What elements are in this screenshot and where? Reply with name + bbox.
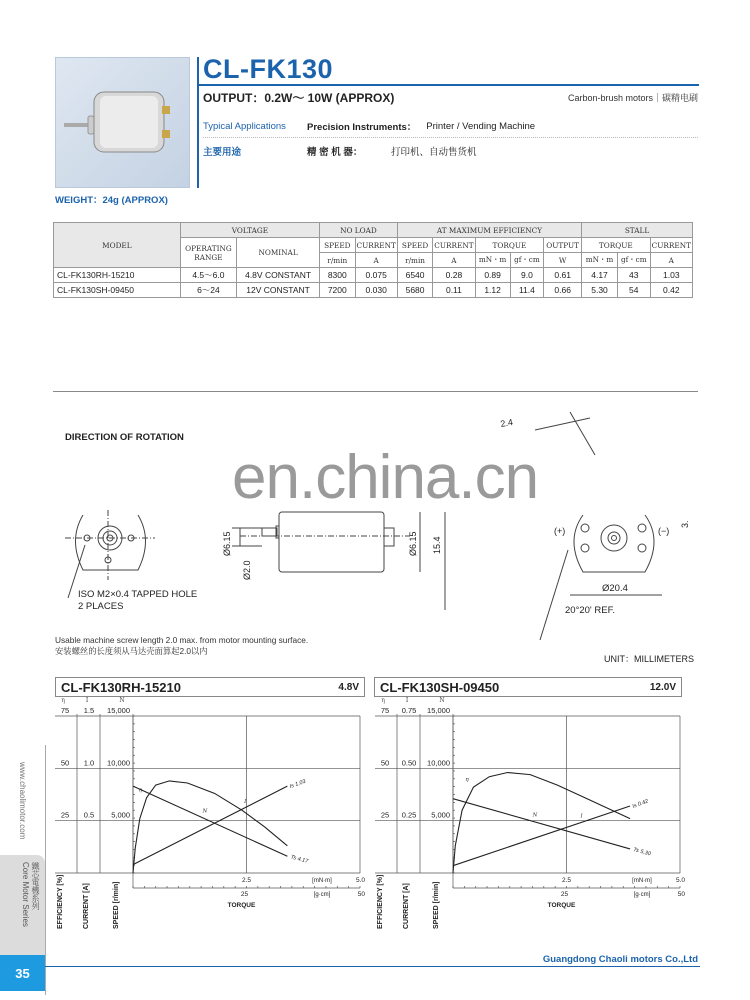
motor-photo xyxy=(55,57,190,188)
minus-terminal-label: (−) xyxy=(658,526,670,536)
series-end-label: Ts 4.17 xyxy=(289,854,309,865)
cell: 43 xyxy=(617,268,650,283)
cell: 11.4 xyxy=(510,283,544,298)
series-en: Core Motor Series xyxy=(21,862,30,927)
efficiency-tick: 25 xyxy=(380,810,390,820)
applications-type-cn: 精 密 机 器： xyxy=(307,147,363,158)
col-speed: SPEED xyxy=(320,238,355,253)
footer-line xyxy=(45,966,700,967)
cell: 9.0 xyxy=(510,268,544,283)
x-tick-mnm: 5.0 xyxy=(355,877,365,884)
chart-1-performance xyxy=(50,670,370,930)
y-axis-title: CURRENT [A] xyxy=(403,883,410,929)
series-end-label: Ts 5.30 xyxy=(632,847,652,858)
cell: 6～24 xyxy=(180,283,236,298)
col-no-load: NO LOAD xyxy=(320,223,398,238)
unit: A xyxy=(355,253,397,268)
output-range: OUTPUT：0.2W～ 10W (APPROX) xyxy=(203,91,395,105)
chart-2-performance xyxy=(370,670,690,930)
speed-tick: 10,000 xyxy=(427,758,450,768)
title-divider xyxy=(199,84,699,86)
axis-symbol: N xyxy=(119,697,125,704)
x-tick-gcm: 50 xyxy=(357,891,365,898)
dim-2-4: 2.4 xyxy=(499,416,514,429)
applications-value-cn: 打印机、自动售货机 xyxy=(391,147,477,158)
tapped-hole-label: ISO M2×0.4 TAPPED HOLE xyxy=(78,589,198,600)
cell: 1.03 xyxy=(650,268,692,283)
chart-2-title: CL-FK130SH-09450 xyxy=(380,679,500,695)
axis-symbol: η xyxy=(61,697,65,704)
unit: gf・cm xyxy=(510,253,544,268)
axis-symbol: I xyxy=(85,697,89,704)
series-label: I xyxy=(244,799,247,806)
axis-symbol: η xyxy=(381,697,385,704)
x-tick-gcm: 25 xyxy=(240,891,249,898)
rear-boss-diameter: Ø6.15 xyxy=(408,531,418,556)
cell: 0.075 xyxy=(355,268,397,283)
unit: mN・m xyxy=(582,253,618,268)
product-title: CL-FK130 xyxy=(203,54,334,84)
unit: gf・cm xyxy=(617,253,650,268)
series-speed-line xyxy=(133,786,287,856)
cell: 4.17 xyxy=(582,268,618,283)
applications-row-cn xyxy=(203,144,477,158)
front-view xyxy=(65,510,155,598)
series-efficiency-line xyxy=(133,781,287,873)
screw-note-cn: 安装螺丝的长度须从马达壳面算起2.0以内 xyxy=(55,646,208,656)
cell: 1.12 xyxy=(475,283,510,298)
side-view xyxy=(232,512,445,610)
cell-model: CL-FK130SH-09450 xyxy=(54,283,181,298)
col-current: CURRENT xyxy=(650,238,692,253)
cell: 4.8V CONSTANT xyxy=(237,268,320,283)
efficiency-tick: 75 xyxy=(60,706,70,715)
col-max-efficiency: AT MAXIMUM EFFICIENCY xyxy=(397,223,581,238)
chart-2-voltage: 12.0V xyxy=(649,681,676,693)
series-current-line xyxy=(453,806,630,866)
x-tick-gcm: 50 xyxy=(677,891,685,898)
cell: 0.66 xyxy=(544,283,582,298)
body-height: 15.4 xyxy=(432,536,442,554)
cell: 5.30 xyxy=(582,283,618,298)
x-unit-mnm: [mN·m] xyxy=(312,878,332,884)
angle-ref: 20°20' REF. xyxy=(565,605,615,616)
rotation-label: DIRECTION OF ROTATION xyxy=(65,432,184,443)
axis-symbol: I xyxy=(405,697,409,704)
dimension-drawing xyxy=(50,400,700,650)
current-tick: 0.25 xyxy=(401,810,417,820)
x-tick-mnm: 2.5 xyxy=(561,877,572,884)
applications-value: Printer / Vending Machine xyxy=(426,120,536,132)
current-tick: 0.75 xyxy=(401,706,417,715)
x-axis-title: TORQUE xyxy=(547,902,576,909)
shaft-boss-diameter: Ø6.15 xyxy=(222,531,232,556)
y-axis-title: SPEED [r/min] xyxy=(113,881,120,929)
col-output: OUTPUT xyxy=(544,238,582,253)
y-axis-title: CURRENT [A] xyxy=(83,883,90,929)
applications-row xyxy=(203,119,535,133)
series-label: N xyxy=(202,808,208,815)
body-diameter: Ø20.4 xyxy=(602,583,628,594)
current-tick: 1.0 xyxy=(83,758,95,768)
unit: A xyxy=(433,253,475,268)
col-current: CURRENT xyxy=(433,238,475,253)
cell: 6540 xyxy=(397,268,432,283)
plus-terminal-label: (+) xyxy=(554,526,566,536)
table-row xyxy=(54,283,693,298)
cell: 0.89 xyxy=(475,268,510,283)
current-tick: 0.5 xyxy=(83,810,95,820)
page-number: 35 xyxy=(0,955,45,991)
current-tick: 1.5 xyxy=(83,706,95,715)
cell: 54 xyxy=(617,283,650,298)
series-label: I xyxy=(580,813,583,820)
screw-note xyxy=(55,635,308,657)
applications-label: Typical Applications xyxy=(203,120,286,132)
col-torque: TORQUE xyxy=(475,238,544,253)
current-tick: 0.50 xyxy=(401,758,417,768)
unit: A xyxy=(650,253,692,268)
x-unit-gcm: [g·cm] xyxy=(313,892,331,898)
series-current-line xyxy=(133,786,287,865)
motor-illustration xyxy=(56,58,191,189)
y-axis-title: SPEED [r/min] xyxy=(433,881,440,929)
applications-divider xyxy=(203,137,698,138)
efficiency-tick: 25 xyxy=(60,810,70,820)
title-accent-line xyxy=(197,57,199,188)
unit: r/min xyxy=(320,253,355,268)
cell: 0.28 xyxy=(433,268,475,283)
efficiency-tick: 75 xyxy=(380,706,390,715)
series-end-label: Is 1.03 xyxy=(288,778,307,791)
cell: 0.42 xyxy=(650,283,692,298)
x-tick-mnm: 2.5 xyxy=(241,877,252,884)
table-header-row xyxy=(54,223,693,238)
cell: 0.61 xyxy=(544,268,582,283)
col-voltage: VOLTAGE xyxy=(180,223,319,238)
weight: WEIGHT：24g (APPROX) xyxy=(55,195,168,206)
cell: 0.030 xyxy=(355,283,397,298)
shaft-diameter: Ø2.0 xyxy=(242,560,252,580)
cell: 12V CONSTANT xyxy=(237,283,320,298)
y-axis-title: EFFICIENCY [%] xyxy=(377,874,384,929)
section-divider xyxy=(53,391,698,392)
col-torque: TORQUE xyxy=(582,238,651,253)
speed-tick: 5,000 xyxy=(431,810,450,820)
motor-category: Carbon-brush motors｜碳精电刷 xyxy=(567,93,698,103)
series-cn: 鐵芯電機系列 xyxy=(31,862,40,910)
y-axis-title: EFFICIENCY [%] xyxy=(57,874,64,929)
margin-rule xyxy=(45,745,46,995)
series-end-label: Is 0.42 xyxy=(631,798,650,810)
unit-label: UNIT：MILLIMETERS xyxy=(603,654,694,664)
speed-tick: 5,000 xyxy=(111,810,130,820)
series-label xyxy=(20,862,40,927)
x-tick-gcm: 25 xyxy=(560,891,569,898)
unit: mN・m xyxy=(475,253,510,268)
x-unit-mnm: [mN·m] xyxy=(632,878,652,884)
series-label: η xyxy=(138,787,142,794)
cell: 7200 xyxy=(320,283,355,298)
x-tick-mnm: 5.0 xyxy=(675,877,685,884)
series-label: η xyxy=(465,777,469,784)
series-efficiency-line xyxy=(453,773,630,873)
company-name: Guangdong Chaoli motors Co.,Ltd xyxy=(542,954,698,965)
website-url: www.chaolimotor.com xyxy=(18,762,27,840)
cell: 0.11 xyxy=(433,283,475,298)
x-unit-gcm: [g·cm] xyxy=(633,892,651,898)
col-speed: SPEED xyxy=(397,238,432,253)
series-label: N xyxy=(532,812,538,819)
chart-1-voltage: 4.8V xyxy=(338,681,359,693)
speed-tick: 10,000 xyxy=(107,758,130,768)
watermark: en.china.cn xyxy=(232,443,539,512)
places-label: 2 PLACES xyxy=(78,601,124,612)
col-nominal: NOMINAL xyxy=(237,238,320,268)
cell: 5680 xyxy=(397,283,432,298)
dim-3: 3. xyxy=(680,520,690,528)
unit: r/min xyxy=(397,253,432,268)
x-axis-title: TORQUE xyxy=(227,902,256,909)
col-model: MODEL xyxy=(54,223,181,268)
spec-table xyxy=(53,222,693,298)
efficiency-tick: 50 xyxy=(380,758,390,768)
screw-note-en: Usable machine screw length 2.0 max. from motor mounting surface. xyxy=(55,635,309,645)
unit: W xyxy=(544,253,582,268)
applications-label-cn: 主要用途 xyxy=(203,147,242,158)
cell-model: CL-FK130RH-15210 xyxy=(54,268,181,283)
col-stall: STALL xyxy=(582,223,693,238)
speed-tick: 15,000 xyxy=(107,706,130,715)
cell: 8300 xyxy=(320,268,355,283)
applications-type: Precision Instruments： xyxy=(307,122,417,133)
chart-1-title: CL-FK130RH-15210 xyxy=(61,679,181,695)
speed-tick: 15,000 xyxy=(427,706,450,715)
table-row xyxy=(54,268,693,283)
cell: 4.5～6.0 xyxy=(180,268,236,283)
col-current: CURRENT xyxy=(355,238,397,253)
efficiency-tick: 50 xyxy=(60,758,70,768)
axis-symbol: N xyxy=(439,697,445,704)
col-operating-range: OPERATING RANGE xyxy=(180,238,236,268)
